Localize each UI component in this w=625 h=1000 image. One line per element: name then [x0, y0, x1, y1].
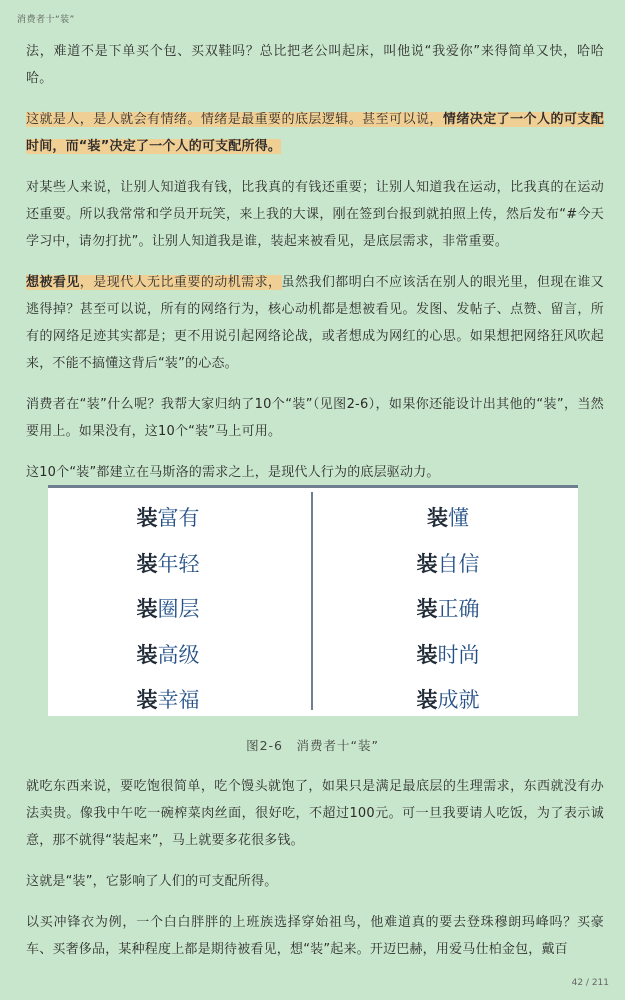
figure-item-left-2 — [48, 542, 288, 588]
paragraph-p3 — [26, 174, 604, 255]
figure-item-left-4 — [48, 633, 288, 679]
figure-item-prefix: 装 — [136, 642, 158, 667]
figure-item-word: 成就 — [437, 688, 480, 712]
figure-item-word: 正确 — [437, 597, 480, 621]
figure-item-right-3 — [328, 587, 568, 633]
paragraph-p6 — [26, 459, 604, 486]
figure-ten-zhuang — [48, 485, 578, 716]
figure-item-word: 年轻 — [157, 551, 200, 576]
paragraph-p8 — [26, 868, 604, 895]
figure-item-word: 高级 — [157, 642, 200, 667]
figure-item-word: 富有 — [157, 506, 200, 530]
paragraph-p4 — [26, 269, 604, 377]
chapter-header: 消费者十“装” — [17, 15, 75, 25]
paragraph-gap — [26, 92, 604, 106]
text-segment: 消费者在“装”什么呢？我帮大家归纳了10个“装”（见图2-6），如果你还能设计出其他的“装”，当然要用上。如果没有，这10个“装”马上可用。 — [26, 397, 604, 439]
figure-item-right-1 — [328, 496, 568, 542]
figure-item-prefix: 装 — [416, 642, 438, 667]
text-segment: 就吃东西来说，要吃饱很简单，吃个馒头就饱了，如果只是满足最底层的生理需求，东西就没有办法卖贵。像我中午吃一碗榨菜肉丝面，很好吃，不超过100元。可一旦我要请人吃饭，为了表示诚意，那不就得“装起来”，马上就要多花很多钱。 — [26, 779, 604, 848]
text-segment: 这就是人，是人就会有情绪。情绪是最重要的底层逻辑。甚至可以说， — [26, 112, 443, 127]
text-segment: 以买冲锋衣为例，一个白白胖胖的上班族选择穿始祖鸟，他难道真的要去登珠穆朗玛峰吗？买豪车、买奢侈品，某种程度上都是期待被看见，想“装”起来。开迈巴赫，用爱马仕柏金包，戴百 — [26, 915, 604, 957]
figure-item-prefix: 装 — [416, 551, 438, 576]
figure-item-prefix: 装 — [136, 551, 158, 576]
figure-item-left-5 — [48, 678, 288, 724]
page-number: 42 / 211 — [571, 978, 609, 988]
text-segment: 虽然我们都明白不应该活在别人的眼光里，但现在谁又逃得掉？甚至可以说，所有的网络行为，核心动机都是想被看见。发图、发帖子、点赞、留言，所有的网络足迹其实都是；更不用说引起网络论战，或者想成为网红的心思。如果想把网络狂风吹起来，不能不搞懂这背后“装”的心态。 — [26, 275, 604, 371]
figure-item-prefix: 装 — [427, 506, 448, 530]
text-segment: 这就是“装”，它影响了人们的可支配所得。 — [26, 874, 278, 889]
figure-item-word: 懂 — [448, 506, 469, 530]
figure-divider — [311, 492, 313, 710]
paragraph-gap — [26, 445, 604, 459]
figure-item-right-2 — [328, 542, 568, 588]
text-segment: 法，难道不是下单买个包、买双鞋吗？总比把老公叫起床，叫他说“我爱你”来得简单又快，哈哈哈。 — [26, 44, 604, 86]
figure-left-column — [48, 496, 288, 724]
paragraph-p2 — [26, 106, 604, 160]
figure-item-word: 时尚 — [437, 642, 480, 667]
figure-item-left-1 — [48, 496, 288, 542]
text-segment: 想被看见 — [26, 275, 80, 290]
figure-item-prefix: 装 — [136, 688, 158, 712]
figure-item-word: 自信 — [437, 551, 480, 576]
text-segment: ，是现代人无比重要的动机需求， — [79, 275, 282, 290]
figure-item-right-4 — [328, 633, 568, 679]
figure-item-right-5 — [328, 678, 568, 724]
figure-item-prefix: 装 — [416, 597, 438, 621]
text-segment: 对某些人来说，让别人知道我有钱，比我真的有钱还重要；让别人知道我在运动，比我真的在运动还重要。所以我常常和学员开玩笑，来上我的大课，刚在签到台报到就拍照上传，然后发布“#今天学习中，请勿打扰”。让别人知道我是谁，装起来被看见，是底层需求，非常重要。 — [26, 180, 604, 249]
figure-item-word: 幸福 — [157, 688, 200, 712]
text-segment: 这10个“装”都建立在马斯洛的需求之上，是现代人行为的底层驱动力。 — [26, 465, 440, 480]
paragraph-gap — [26, 377, 604, 391]
body-text-top — [26, 38, 604, 486]
figure-item-prefix: 装 — [136, 597, 158, 621]
paragraph-p1 — [26, 38, 604, 92]
paragraph-p7 — [26, 773, 604, 854]
paragraph-gap — [26, 160, 604, 174]
paragraph-p5 — [26, 391, 604, 445]
paragraph-gap — [26, 255, 604, 269]
text-segment: 情绪决定了一个人的可支配时间，而“装”决定了一个人的可支配所得。 — [26, 112, 604, 154]
body-text-bottom — [26, 773, 604, 963]
figure-caption: 图2-6 消费者十“装” — [246, 738, 379, 753]
paragraph-gap — [26, 854, 604, 868]
figure-item-left-3 — [48, 587, 288, 633]
figure-right-column — [328, 496, 568, 724]
paragraph-p9 — [26, 909, 604, 963]
figure-item-prefix: 装 — [136, 506, 158, 530]
figure-item-word: 圈层 — [157, 597, 200, 621]
figure-item-prefix: 装 — [416, 688, 438, 712]
paragraph-gap — [26, 895, 604, 909]
